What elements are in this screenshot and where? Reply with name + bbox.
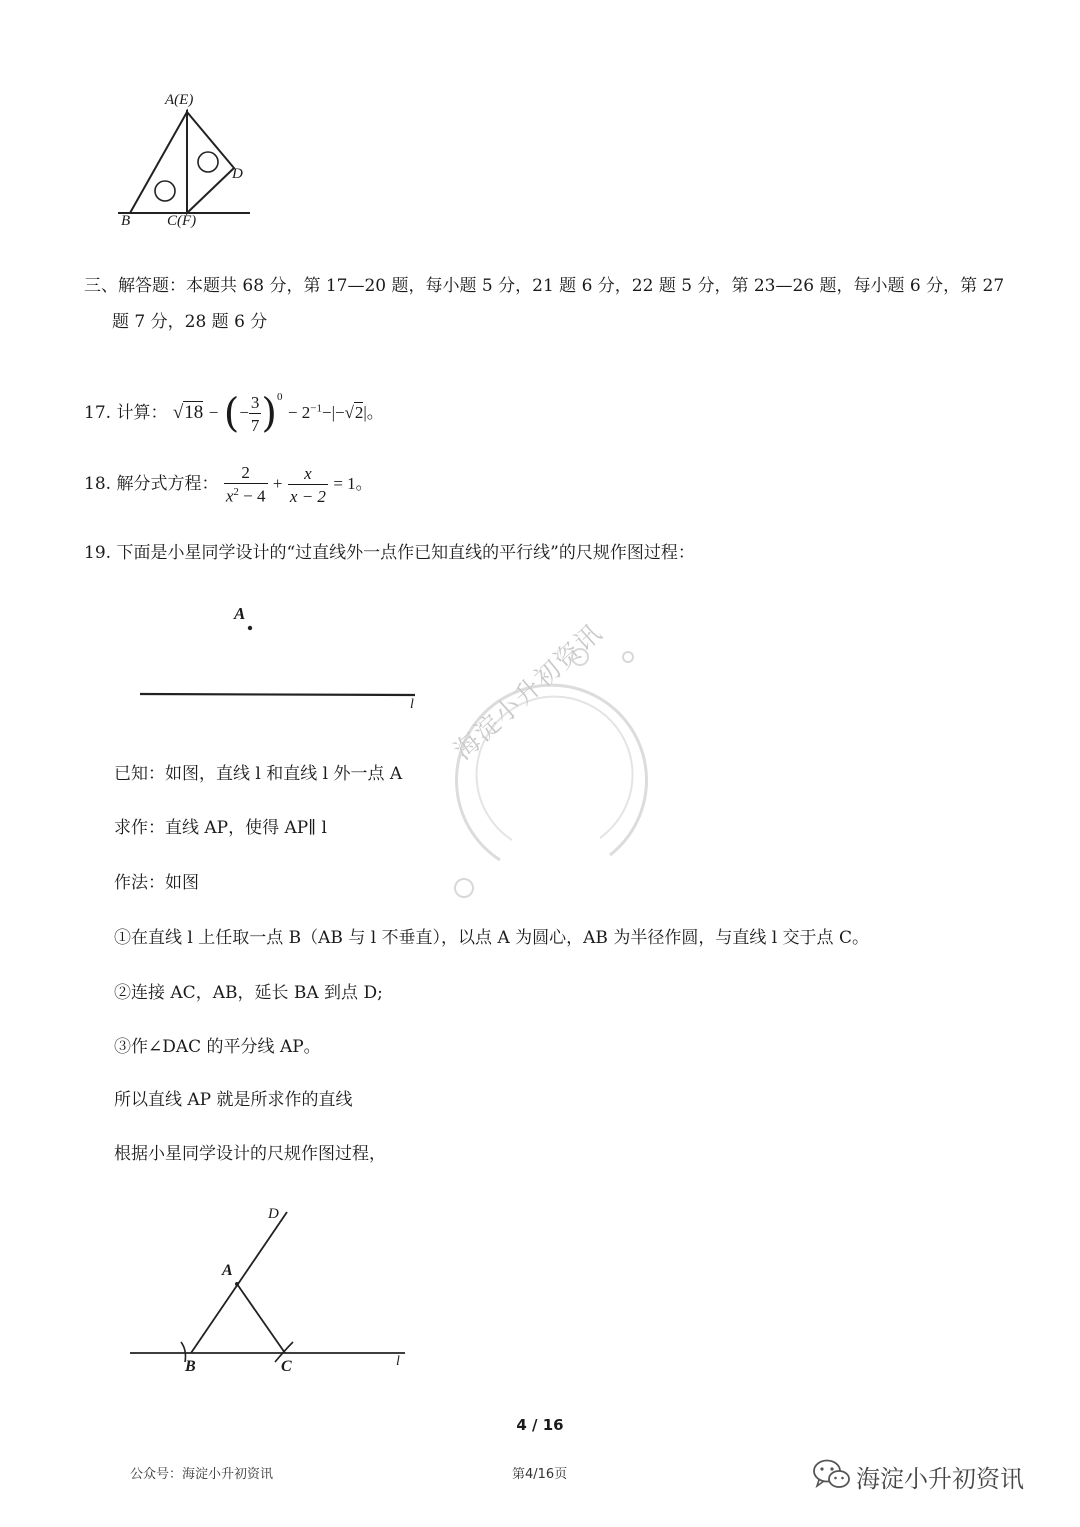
- fig-label-l: l: [410, 697, 414, 712]
- section3-line2: 题 7 分，28 题 6 分: [112, 312, 268, 332]
- fig2-label-l: l: [396, 1354, 400, 1369]
- footer-left: 公众号：海淀小升初资讯: [130, 1467, 274, 1482]
- fig2-label-b: B: [185, 1358, 196, 1375]
- watermark-text: 海淀小升初资讯: [448, 617, 609, 766]
- wechat-icon: [812, 1458, 852, 1492]
- question-18: 18. 解分式方程： $\frac{2}{x^2 - 4}$ + $\frac{x}{x - 2}$ = 1。: [84, 463, 373, 506]
- fig1-label-c: C(F): [167, 213, 197, 229]
- q19-conclusion: 所以直线 AP 就是所求作的直线: [114, 1090, 353, 1110]
- fig-label-a: A: [234, 604, 246, 623]
- section3-line1: 三、解答题：本题共 68 分，第 17—20 题，每小题 5 分，21 题 6 分，22 题 5 分，第 23—26 题，每小题 6 分，第 27: [84, 276, 1005, 296]
- q19-method: 作法：如图: [114, 873, 199, 893]
- q19-step3: ③作∠DAC 的平分线 AP。: [114, 1037, 321, 1057]
- brand-name: 海淀小升初资讯: [856, 1465, 1024, 1493]
- point-and-line-figure: [130, 600, 430, 720]
- question-17: 17. 计算： √18 − (− $\frac{3}{7}$ )$^0 - 2^{-1}-|-√2|$。: [84, 390, 384, 437]
- q19-step2: ②连接 AC，AB，延长 BA 到点 D;: [114, 983, 383, 1003]
- q19-known: 已知：如图，直线 l 和直线 l 外一点 A: [114, 764, 403, 784]
- fig2-label-d: D: [268, 1206, 279, 1222]
- page-number: 4 / 16: [516, 1416, 564, 1434]
- q19-basis: 根据小星同学设计的尺规作图过程，: [114, 1144, 386, 1164]
- footer-center: 第4/16页: [512, 1467, 568, 1482]
- construction-figure: [125, 1200, 415, 1380]
- fig1-label-d: D: [232, 166, 243, 182]
- fig2-label-a: A: [222, 1262, 233, 1279]
- fig1-label-b: B: [121, 213, 131, 229]
- q19-step1: ①在直线 l 上任取一点 B（AB 与 l 不垂直），以点 A 为圆心，AB 为半径作圆，与直线 l 交于点 C。: [114, 928, 869, 948]
- fig1-label-a: A(E): [165, 92, 194, 108]
- question-19-intro: 19. 下面是小星同学设计的“过直线外一点作已知直线的平行线”的尺规作图过程：: [84, 543, 695, 563]
- q19-goal: 求作：直线 AP，使得 AP∥ l: [114, 818, 327, 838]
- fig2-label-c: C: [281, 1358, 292, 1375]
